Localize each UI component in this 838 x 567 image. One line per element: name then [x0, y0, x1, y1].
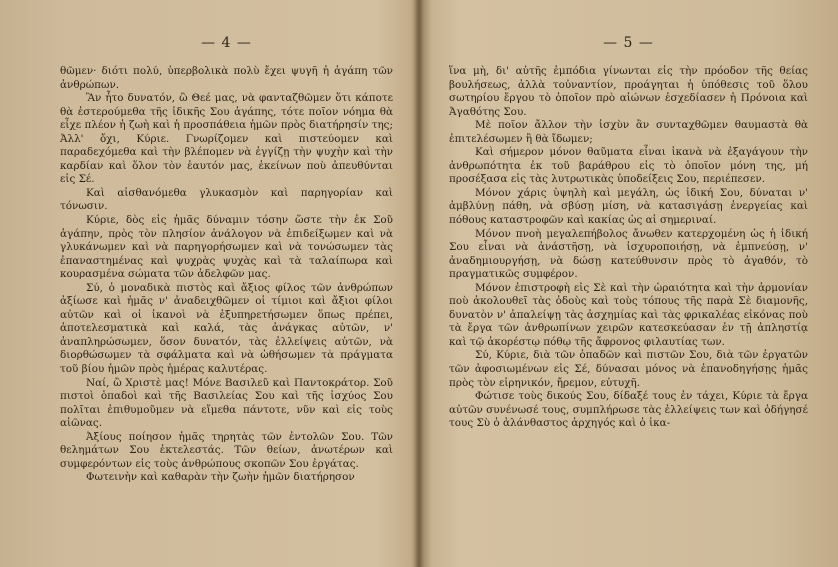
- paragraph: Φωτεινὴν καὶ καθαρὰν τὴν ζωὴν ἡμῶν διατήρησον: [86, 471, 355, 484]
- page-number-right: — 5 —: [603, 35, 654, 51]
- right-page: [419, 0, 838, 567]
- paragraph: Καὶ σήμερον μόνον θαῦματα εἶναι ἱκανὰ νὰ ἐξαγάγουν τὴν ἀνθρωπότητα ἐκ τοῦ βαράθρου εἰς τὸ ὁποῖον μόνη της, μή προσέξασα εἰς τὰς λυτρωτικὰς ὑποδείξεις Σου, περιέπεσεν.: [449, 146, 808, 186]
- paragraph: Κύριε, δὸς εἰς ἡμᾶς δύναμιν τόσην ὥστε τὴν ἐκ Σοῦ ἀγάπην, πρὸς τὸν πλησίον ἀνάλογον νὰ ἐπιδείξωμεν καὶ νὰ γλυκάνωμεν καὶ νὰ παρηγορήσωμεν καὶ νὰ τονώσωμεν τὰς ἐπαναστημένας καὶ ψυχρὰς ψυχὰς καὶ τὰ ταλαίπωρα καὶ κουρασμένα σώματα τῶν ἀδελφῶν μας.: [60, 214, 393, 281]
- paragraph: Καὶ αἰσθανόμεθα γλυκασμὸν καὶ παρηγορίαν καὶ τόνωσιν.: [60, 186, 393, 213]
- paragraph: Μόνον χάρις ὑψηλὴ καὶ μεγάλη, ὡς ἰδική Σου, δύναται ν' ἀμβλύνῃ πάθη, νὰ σβύσῃ μίση, νὰ κατασιγάσῃ ἐνεργείας καὶ πόθους καταστροφῶν καὶ κακίας ὡς αἱ σημεριναί.: [449, 186, 808, 227]
- paragraph: Μὲ ποῖον ἄλλον τὴν ἰσχὺν ἂν συνταχθῶμεν θαυμαστὰ θὰ ἐπιτελέσωμεν ἢ θὰ ἴδωμεν;: [449, 119, 808, 145]
- paragraph: Σύ, Κύριε, διὰ τῶν ὁπαδῶν καὶ πιστῶν Σου, διὰ τῶν ἐργατῶν τῶν ἀφοσιωμένων εἰς Σέ, δύνασαι μόνος νὰ ἐπανοδηγήσῃς ἡμᾶς πρὸς τὸν εἰρηνικόν, ἤρεμον, εὐτυχῆ.: [449, 349, 808, 389]
- page-number-left: — 4 —: [201, 35, 252, 51]
- paragraph: Φώτισε τοὺς δικούς Σου, δίδαξέ τους ἐν τάχει, Κύριε τὰ ἔργα αὐτῶν συνένωσέ τους, συμπλήρωσε τὰς ἐλλείψεις των καὶ ὁδήγησέ τους Σὺ ὁ ἀλάνθαστος ἀρχηγός καὶ ὁ ἰκα-: [449, 390, 808, 430]
- paragraph: Ναί, ὢ Χριστὲ μας! Μόνε Βασιλεῦ καὶ Παντοκράτορ. Σοῦ πιστοὶ ὁπαδοὶ καὶ τῆς Βασιλείας Σου καὶ τῆς ἰσχύος Σου πολῖται ἐπιθυμοῦμεν νὰ εἴμεθα πάντοτε, νῦν καὶ εἰς τοὺς αἰῶνας.: [60, 376, 393, 430]
- paragraph: ἵνα μὴ, δι' αὐτῆς ἐμπόδια γίνωνται εἰς τὴν πρόοδον τῆς θείας βουλήσεως, ἀλλὰ τοὐναντίον, προάγηται ἡ ὑπόθεσις τοῦ ὅλου σωτηρίου ἔργου τὸ ὁποῖον πρὸ αἰώνων ἐσχεδίασεν ἡ Πρόνοια καὶ Ἀγαθότης Σου.: [449, 65, 808, 118]
- paragraph: Σύ, ὁ μοναδικὰ πιστὸς καὶ ἄξιος φίλος τῶν ἀνθρώπων ἀξίωσε καὶ ἡμᾶς ν' ἀναδειχθῶμεν οἱ τίμιοι καὶ ἄξιοι φίλοι αὐτῶν καὶ οἱ ἱκανοὶ νὰ ἐξυπηρετήσωμεν ὅπως πρέπει, ἀποτελεσματικὰ καὶ καλά, τὰς ἀνάγκας αὐτῶν, ν' ἀναπληρώσωμεν, ὅσον δυνατόν, τὰς ἐλλείψεις αὐτῶν, νὰ διορθώσωμεν τὰ σφάλματα καὶ νὰ ὠθήσωμεν τὰ πράγματα τοῦ βίου ἡμῶν πρὸς ἡμέρας καλυτέρας.: [60, 281, 393, 376]
- paragraph: Μόνον πνοὴ μεγαλεπήβολος ἄνωθεν κατερχομένη ὡς ἡ ἰδική Σου εἶναι νὰ ἀνάστῆσῃ, νὰ ἰσχυροποιήσῃ, νὰ ἐμπνεύσῃ, ν' ἀναδημιουργήσῃ, νὰ δώσῃ κατεύθυνσιν πρὸς τὸ ἀγαθόν, τὸ πραγματικῶς συμφέρον.: [449, 227, 808, 281]
- left-page-text: [60, 65, 393, 485]
- paragraph: Μόνον ἐπιστροφὴ εἰς Σὲ καὶ τὴν ὡραιότητα καὶ τὴν ἁρμονίαν ποὺ ἀκολουθεῖ τὰς ὁδοὺς καὶ τοὺς τόπους τῆς παρὰ Σὲ διαμονῆς, δυνατὸν ν' ἀπαλείψῃ τὰς ἀσχημίας καὶ τὰς φρικαλέας εἰκόνας ποὺ τὰ ἔργα τῶν ἀνθρωπίνων χειρῶν κατεσκεύασαν ἐν τῇ ἀπληστίᾳ καὶ τῷ ἀκορέστῳ πόθῳ τῆς ἄφρονος φιλαυτίας των.: [449, 281, 808, 348]
- paragraph: Ἂν ἦτο δυνατόν, ὢ Θεέ μας, νὰ φανταζθῶμεν ὅτι κάποτε θὰ ἐστερούμεθα τῆς ἰδικῆς Σου ἀγάπης, τότε ποῖον νόημα θὰ εἶχε πλέον ἡ ζωὴ καὶ ἡ προσπάθεια ἡμῶν πρὸς διατήρησίν της; Ἀλλ' ὄχι, Κύριε. Γνωρίζομεν καὶ πιστεύομεν καὶ παραδεχόμεθα καὶ τὴν βλέπομεν νὰ ἐγγίζῃ τὴν ψυχὴν καὶ τὴν καρδίαν καὶ ὅλον τὸν ἑαυτόν μας, ἐκείνων ποὺ ἀπευθύνται εἰς Σέ.: [60, 92, 393, 186]
- paragraph: Ἀξίους ποίησον ἡμᾶς τηρητὰς τῶν ἐντολῶν Σου. Τῶν θελημάτων Σου ἐκτελεστάς. Τῶν θείων, ἀνωτέρων καὶ συμφερόντων εἰς τοὺς ἀνθρώπους σκοπῶν Σου ἐργάτας.: [60, 430, 393, 470]
- paragraph: θῶμεν· διότι πολύ, ὑπερβολικὰ πολὺ ἔχει ψυγῆ ἡ ἀγάπη τῶν ἀνθρώπων.: [60, 65, 393, 91]
- right-page-text: [449, 65, 808, 431]
